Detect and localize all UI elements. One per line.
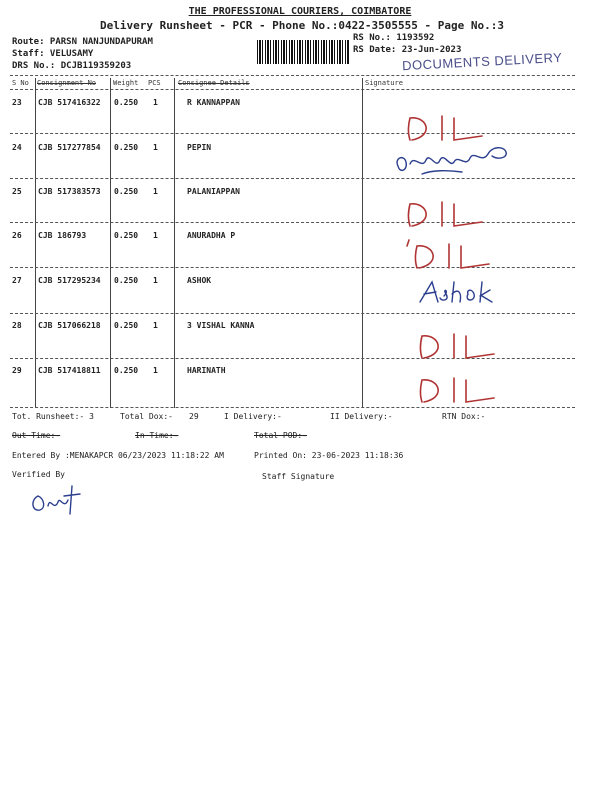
verified-by-label: Verified By — [12, 470, 65, 479]
row-consignment: CJB 186793 — [38, 231, 87, 240]
row-pcs: 1 — [153, 187, 158, 196]
total-dox-label: Total Dox:- — [120, 412, 173, 421]
signature-dl-mark — [405, 236, 495, 272]
row-consignment: CJB 517416322 — [38, 98, 101, 107]
row-weight: 0.250 — [114, 366, 139, 375]
row-separator — [10, 133, 575, 134]
row-pcs: 1 — [153, 231, 158, 240]
row-sno: 28 — [12, 321, 22, 330]
row-consignee: PALANIAPPAN — [187, 187, 240, 196]
row-pcs: 1 — [153, 143, 158, 152]
row-weight: 0.250 — [114, 276, 139, 285]
staff-signature-label: Staff Signature — [262, 472, 335, 481]
row-sno: 27 — [12, 276, 22, 285]
rs-date: RS Date: 23-Jun-2023 — [353, 45, 462, 55]
staff-label: Staff: VELUSAMY — [12, 49, 94, 59]
column-header-consignment: Consignment No — [37, 79, 97, 87]
total-runsheet: Tot. Runsheet:- 3 — [12, 412, 94, 421]
header-rule — [10, 89, 575, 90]
row-consignee: R KANNAPPAN — [187, 98, 240, 107]
row-weight: 0.250 — [114, 187, 139, 196]
row-consignment: CJB 517277854 — [38, 143, 101, 152]
column-header-consignee: Consignee Details — [178, 79, 250, 87]
column-header-sno: S No — [12, 79, 29, 87]
row-consignment: CJB 517383573 — [38, 187, 101, 196]
row-consignment: CJB 517066218 — [38, 321, 101, 330]
drs-number: DRS No.: DCJB119359203 — [12, 61, 132, 71]
row-weight: 0.250 — [114, 98, 139, 107]
out-time: Out Time:- — [12, 431, 61, 440]
row-separator — [10, 178, 575, 179]
row-consignment: CJB 517295234 — [38, 276, 101, 285]
signature-dl-mark — [398, 196, 488, 230]
row-consignee: PEPIN — [187, 143, 212, 152]
row-sno: 23 — [12, 98, 22, 107]
printed-on: Printed On: 23-06-2023 11:18:36 — [254, 451, 404, 460]
column-header-pcs: PCS — [148, 79, 161, 87]
row-pcs: 1 — [153, 321, 158, 330]
row-consignee: 3 VISHAL KANNA — [187, 321, 255, 330]
row-sno: 24 — [12, 143, 22, 152]
route-label: Route: PARSN NANJUNDAPURAM — [12, 37, 153, 47]
in-time: In Time:- — [135, 431, 179, 440]
row-sno: 29 — [12, 366, 22, 375]
row-sno: 26 — [12, 231, 22, 240]
signature-scribble — [392, 140, 522, 178]
row-pcs: 1 — [153, 276, 158, 285]
row-consignee: ASHOK — [187, 276, 212, 285]
runsheet-title: Delivery Runsheet - PCR - Phone No.:0422-3505555 - Page No.:3 — [100, 19, 504, 32]
rtn-dox: RTN Dox:- — [442, 412, 486, 421]
column-header-signature: Signature — [365, 79, 403, 87]
row-weight: 0.250 — [114, 143, 139, 152]
total-pod: Total POD:- — [254, 431, 307, 440]
entered-by: Entered By :MENAKAPCR 06/23/2023 11:18:22 AM — [12, 451, 224, 460]
documents-delivery-stamp: DOCUMENTS DELIVERY — [401, 49, 563, 74]
signature-dl-mark — [398, 110, 488, 144]
row-weight: 0.250 — [114, 321, 139, 330]
row-separator — [10, 313, 575, 314]
first-delivery: I Delivery:- — [224, 412, 282, 421]
total-dox-value: 29 — [189, 412, 199, 421]
signature-dl-mark — [410, 330, 500, 364]
second-delivery: II Delivery:- — [330, 412, 393, 421]
row-consignee: ANURADHA P — [187, 231, 236, 240]
company-name: THE PROFESSIONAL COURIERS, COIMBATORE — [188, 6, 412, 17]
signature-dl-mark — [410, 374, 500, 408]
row-consignment: CJB 517418811 — [38, 366, 101, 375]
row-pcs: 1 — [153, 98, 158, 107]
table-top-rule — [10, 75, 575, 76]
barcode — [257, 40, 349, 64]
row-weight: 0.250 — [114, 231, 139, 240]
signature-ashok — [416, 278, 506, 308]
row-consignee: HARINATH — [187, 366, 226, 375]
row-pcs: 1 — [153, 366, 158, 375]
verifier-signature — [28, 482, 88, 518]
rs-number: RS No.: 1193592 — [353, 33, 435, 43]
row-sno: 25 — [12, 187, 22, 196]
row-separator — [10, 222, 575, 223]
column-header-weight: Weight — [113, 79, 139, 87]
